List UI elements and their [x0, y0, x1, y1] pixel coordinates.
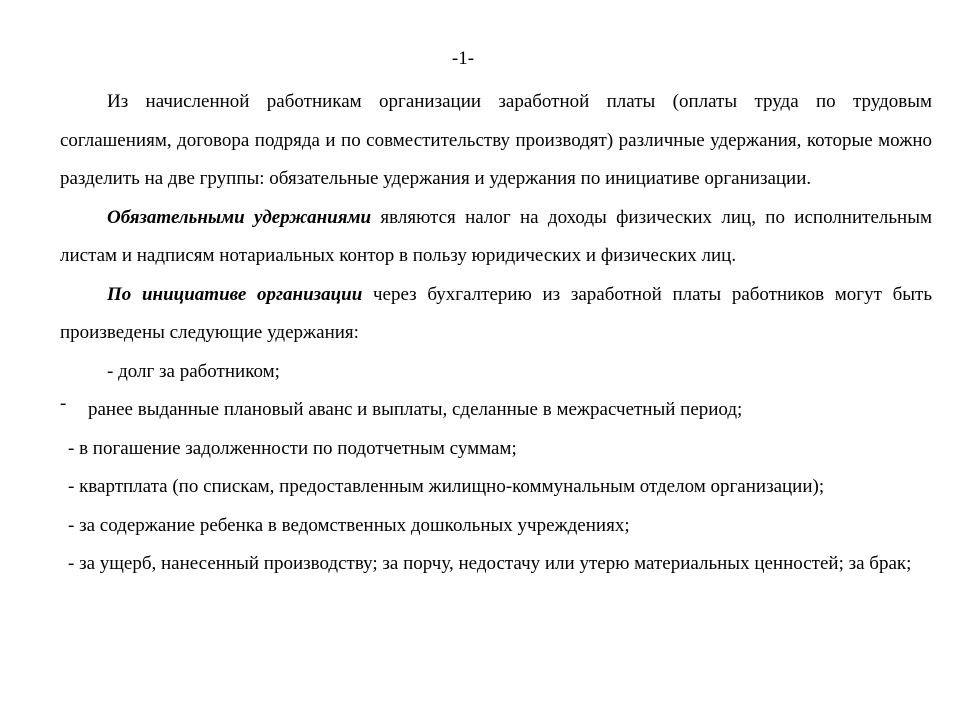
- list-dash-marker: -: [60, 393, 67, 414]
- initiative-term: По инициативе организации: [107, 283, 363, 305]
- mandatory-paragraph: [60, 199, 932, 276]
- list-item-rent: - квартплата (по спискам, предоставленным жилищно-коммунальным отделом организации);: [68, 476, 825, 497]
- intro-paragraph: Из начисленной работникам организации заработной платы (оплаты труда по трудовым соглашениям, договора подряда и по совместительству производят) различные удержания, которые можно разделить на две группы: обязательные удержания и удержания по инициативе организации.: [60, 91, 932, 189]
- list-item-damage: - за ущерб, нанесенный производству; за порчу, недостачу или утерю материальных ценностей; за брак;: [68, 553, 912, 574]
- page-number: -1-: [451, 48, 475, 69]
- initiative-paragraph: [60, 276, 932, 353]
- mandatory-term: Обязательными удержаниями: [107, 206, 372, 228]
- list-item-accountable: - в погашение задолженности по подотчетным суммам;: [68, 437, 517, 459]
- list-item-childcare: - за содержание ребенка в ведомственных дошкольных учреждениях;: [68, 514, 630, 536]
- document-body: [60, 83, 932, 584]
- initiative-text: через бухгалтерию из заработной платы работников могут быть произведены следующие удержания:: [60, 283, 932, 343]
- list-item-debt: - долг за работником;: [107, 360, 280, 382]
- list-item-advance: [60, 391, 932, 430]
- mandatory-text: являются налог на доходы физических лиц, по исполнительным листам и надписям нотариальных контор в пользу юридических и физических лиц.: [60, 206, 932, 266]
- list-item-advance-text: ранее выданные плановый аванс и выплаты, сделанные в межрасчетный период;: [88, 399, 743, 420]
